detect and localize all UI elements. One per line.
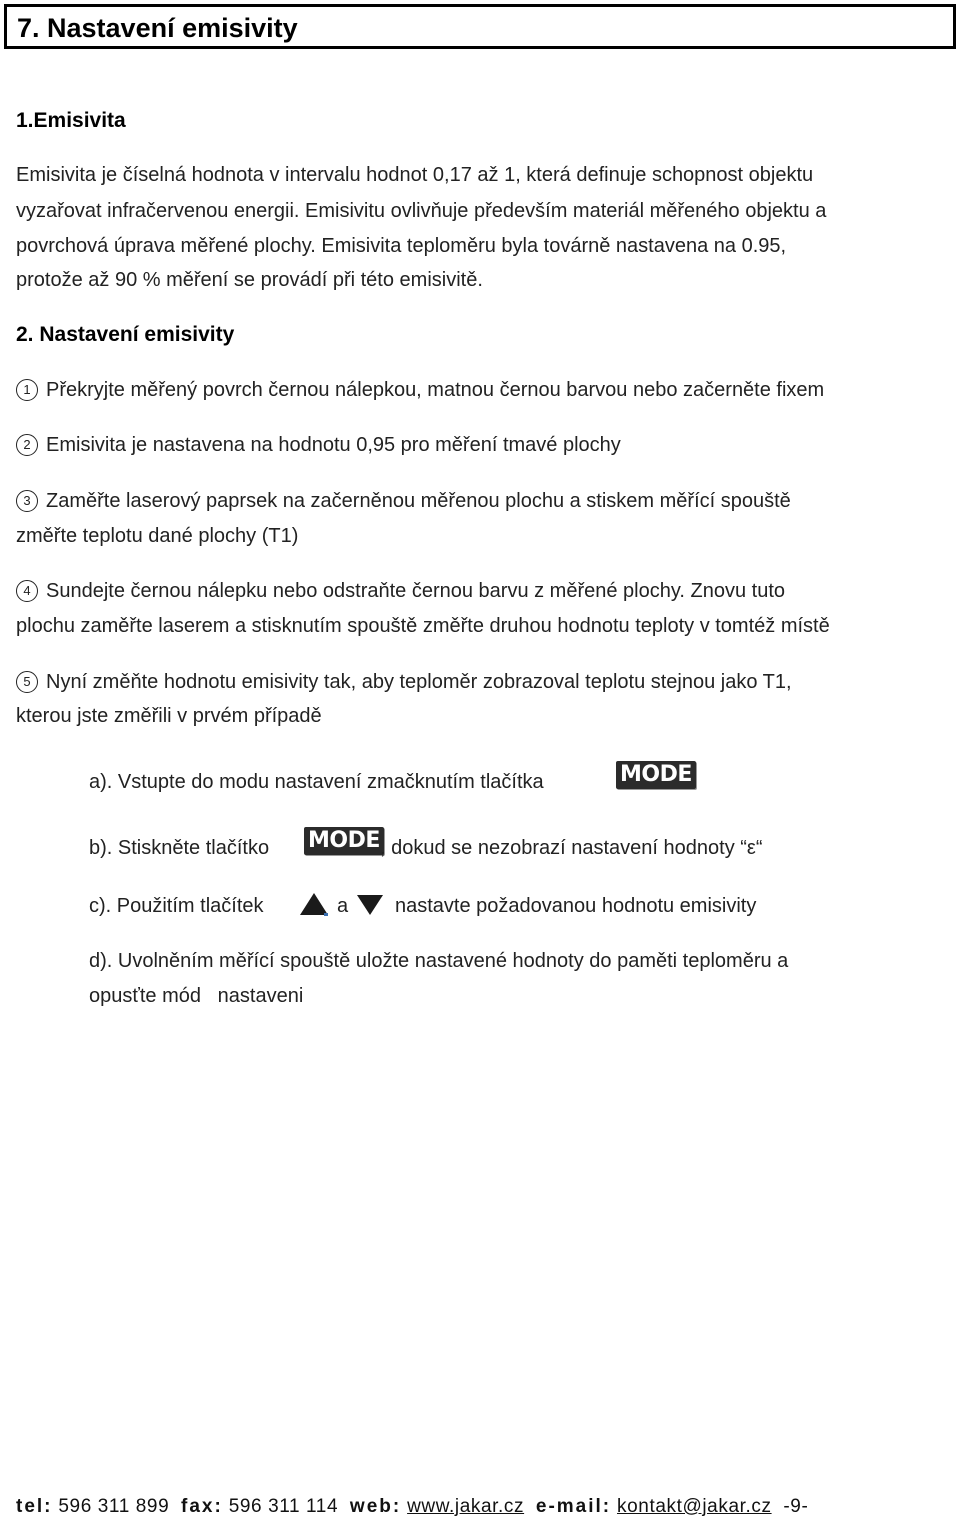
- step-number: 3: [16, 490, 38, 512]
- footer-fax: 596 311 114: [228, 1496, 339, 1517]
- substep-a: a). Vstupte do modu nastavení zmačknutím tlačítka: [89, 771, 544, 793]
- step-3: [16, 490, 791, 513]
- paragraph-line: povrchová úprava měřené plochy. Emisivita teploměru byla továrně nastavena na 0.95,: [16, 235, 787, 257]
- mode-button-icon: [304, 827, 384, 855]
- footer-email-link[interactable]: kontakt@jakar.cz: [617, 1496, 772, 1517]
- footer-web-link[interactable]: www.jakar.cz: [407, 1496, 525, 1517]
- substep-b-text-end: , dokud se nezobrazí nastavení hodnoty “ε“: [380, 837, 763, 859]
- footer-email-label: e-mail:: [535, 1496, 612, 1517]
- step-5: [16, 671, 792, 694]
- section-heading-emisivita: 1.Emisivita: [16, 109, 126, 132]
- up-arrow-icon: [298, 891, 330, 922]
- step-3-line-2: změřte teplotu dané plochy (T1): [16, 525, 299, 547]
- footer-tel-label: tel:: [16, 1496, 53, 1517]
- page-title-text: 7. Nastavení emisivity: [17, 13, 298, 43]
- step-1: [16, 379, 824, 402]
- footer-contacts: [16, 1496, 808, 1518]
- footer-fax-label: fax:: [181, 1496, 223, 1517]
- substep-c-text-end: nastavte požadovanou hodnotu emisivity: [395, 895, 757, 917]
- footer-tel: 596 311 899: [58, 1496, 170, 1517]
- step-number: 4: [16, 580, 38, 602]
- mode-button-icon: [616, 761, 696, 789]
- paragraph-line: vyzařovat infračervenou energii. Emisivitu ovlivňuje především materiál měřeného objektu a: [16, 200, 827, 222]
- step-number: 1: [16, 379, 38, 401]
- page-number: -9-: [783, 1496, 809, 1517]
- step-5-line-2: kterou jste změřili v prvém případě: [16, 705, 322, 727]
- section-heading-nastaveni: 2. Nastavení emisivity: [16, 323, 235, 346]
- step-4-line-2: plochu zaměřte laserem a stisknutím spouště změřte druhou hodnotu teploty v tomtéž místě: [16, 615, 830, 637]
- page-title: [4, 4, 956, 49]
- substep-c-and: a: [337, 895, 349, 917]
- footer-web-label: web:: [349, 1496, 402, 1517]
- substep-d: d). Uvolněním měřící spouště uložte nastavené hodnoty do paměti teploměru a: [89, 950, 789, 972]
- step-number: 5: [16, 671, 38, 693]
- step-text: Emisivita je nastavena na hodnotu 0,95 pro měření tmavé plochy: [46, 434, 621, 456]
- step-number: 2: [16, 434, 38, 456]
- step-text: Nyní změňte hodnotu emisivity tak, aby teploměr zobrazoval teplotu stejnou jako T1,: [46, 671, 792, 693]
- substep-b: [89, 837, 269, 860]
- step-text: Zaměřte laserový paprsek na začerněnou měřenou plochu a stiskem měřící spouště: [46, 490, 791, 512]
- step-text: Sundejte černou nálepku nebo odstraňte černou barvu z měřené plochy. Znovu tuto: [46, 580, 785, 602]
- mode-button-label: MODE: [616, 761, 696, 789]
- mode-button-label: MODE: [304, 827, 384, 855]
- substep-b-text-start: b). Stiskněte tlačítko: [89, 837, 270, 859]
- paragraph-line: Emisivita je číselná hodnota v intervalu hodnot 0,17 až 1, která definuje schopnost objektu: [16, 164, 814, 186]
- substep-c: c). Použitím tlačítek: [89, 895, 264, 917]
- step-2: [16, 434, 621, 457]
- paragraph-line: protože až 90 % měření se provádí při této emisivitě.: [16, 269, 483, 291]
- step-text: Překryjte měřený povrch černou nálepkou, matnou černou barvou nebo začerněte fixem: [46, 379, 825, 401]
- down-arrow-icon: [355, 893, 385, 922]
- substep-d-line-2: opusťte mód nastaveni: [89, 985, 304, 1007]
- step-4: [16, 580, 785, 603]
